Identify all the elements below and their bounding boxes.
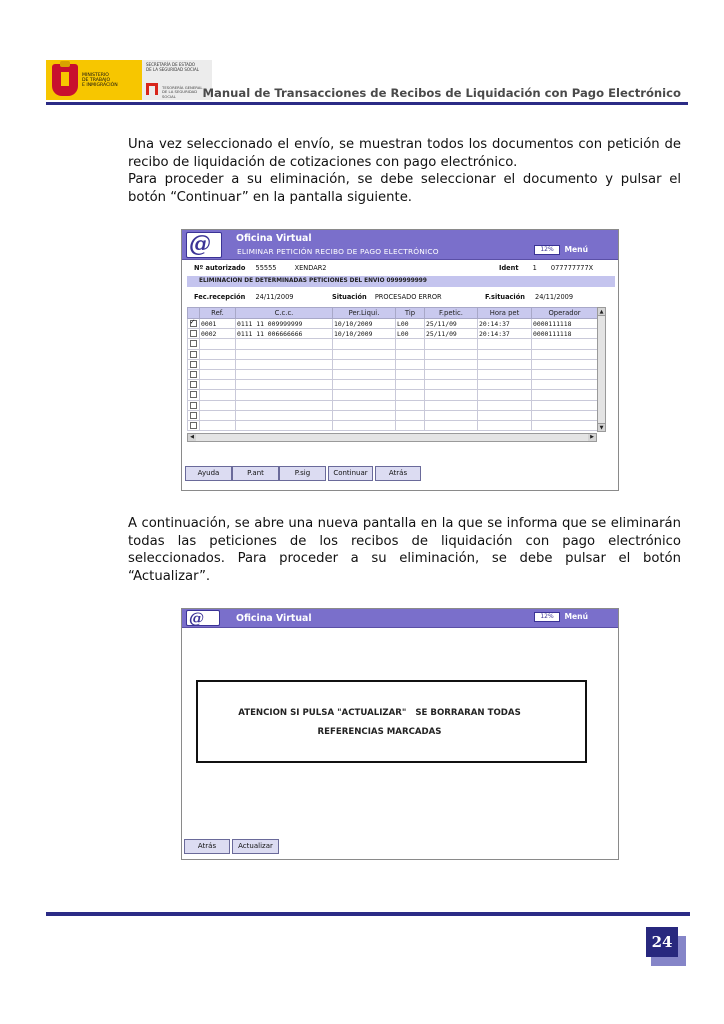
footer-rule [46, 912, 690, 916]
column-header-tip: Tip [396, 308, 425, 319]
menu-link[interactable]: Menú [564, 245, 588, 254]
autorizado-label: Nº autorizado [194, 264, 246, 272]
cell-per-liqui: 10/10/2009 [333, 319, 396, 329]
row-checkbox[interactable] [190, 371, 197, 378]
coat-of-arms-icon [52, 64, 78, 96]
cell-tip: L00 [396, 329, 425, 339]
row-checkbox[interactable] [190, 330, 197, 337]
table-row[interactable] [188, 329, 598, 339]
autorizado-name: XENDAR2 [294, 264, 327, 272]
social-security-logo [142, 60, 212, 100]
scroll-up-icon[interactable]: ▲ [599, 309, 604, 315]
situacion-value: PROCESADO ERROR [374, 293, 442, 301]
scroll-left-icon[interactable]: ◀ [188, 434, 196, 441]
cell-f-petic: 25/11/09 [425, 329, 478, 339]
cell-hora-pet: 20:14:37 [478, 319, 532, 329]
row-checkbox[interactable] [190, 412, 197, 419]
continuar-button[interactable]: Continuar [328, 466, 373, 481]
ident-label: Ident [499, 264, 519, 272]
table-row[interactable] [188, 319, 598, 329]
atras-button[interactable]: Atrás [184, 839, 230, 854]
scroll-right-icon[interactable]: ▶ [588, 434, 596, 441]
table-row-empty[interactable] [188, 400, 598, 410]
ident-type: 1 [532, 264, 537, 272]
column-header-operador: Operador [532, 308, 598, 319]
warning-line-1: ATENCION SI PULSA "ACTUALIZAR" SE BORRARAN TODAS [238, 708, 521, 718]
cell-ccc: 0111 11 009999999 [236, 319, 333, 329]
app-title: Oficina Virtual [236, 613, 312, 624]
scroll-down-icon[interactable]: ▼ [599, 425, 604, 431]
row-checkbox[interactable] [190, 391, 197, 398]
ministry-logo [46, 60, 142, 100]
table-row-empty[interactable] [188, 339, 598, 349]
cell-ref: 0001 [200, 319, 236, 329]
manual-title: Manual de Transacciones de Recibos de Liquidación con Pago Electrónico [202, 86, 681, 100]
cell-f-petic: 25/11/09 [425, 319, 478, 329]
column-header-select [188, 308, 200, 319]
warning-message-box [196, 680, 587, 763]
menu-icon[interactable]: 12% [534, 612, 560, 622]
cell-ref: 0002 [200, 329, 236, 339]
autorizado-value: 55555 [255, 264, 277, 272]
atras-button[interactable]: Atrás [375, 466, 421, 481]
situacion-info [332, 293, 442, 301]
intro-line-2: Para proceder a su eliminación, se debe seleccionar el documento y pulsar el botón “Continuar” en la pantalla siguiente. [128, 172, 681, 205]
warning-line-2: REFERENCIAS MARCADAS [317, 727, 442, 737]
table-row-empty[interactable] [188, 369, 598, 379]
column-header-ccc: C.c.c. [236, 308, 333, 319]
intro-line-1: Una vez seleccionado el envío, se muestran todos los documentos con petición de recibo de liquidación de cotizaciones con pago electrónico. [128, 137, 681, 170]
column-header-per-liqui: Per.Liqui. [333, 308, 396, 319]
oficina-virtual-logo-icon: @ [186, 232, 222, 258]
vertical-scrollbar[interactable] [597, 307, 606, 432]
actualizar-button[interactable]: Actualizar [232, 839, 279, 854]
page-number: 24 [646, 927, 678, 957]
row-checkbox[interactable] [190, 422, 197, 429]
screen-subtitle: ELIMINAR PETICIÓN RECIBO DE PAGO ELECTRÓNICO [237, 247, 439, 256]
title-bar [182, 609, 618, 628]
ayuda-button[interactable]: Ayuda [185, 466, 232, 481]
row-checkbox-checked[interactable] [190, 320, 197, 327]
table-row-empty[interactable] [188, 349, 598, 359]
column-header-f-petic: F.petic. [425, 308, 478, 319]
fec-recepcion-info [194, 293, 293, 301]
section-band: ELIMINACION DE DETERMINADAS PETICIONES DEL ENVIO 0999999999 [187, 276, 615, 287]
fec-recepcion-label: Fec.recepción [194, 293, 246, 301]
row-checkbox[interactable] [190, 361, 197, 368]
cell-hora-pet: 20:14:37 [478, 329, 532, 339]
app-title: Oficina Virtual [236, 233, 312, 244]
ident-value: 077777777X [550, 264, 594, 272]
table-row-empty[interactable] [188, 380, 598, 390]
fec-recepcion-value: 24/11/2009 [255, 293, 294, 301]
table-row-empty[interactable] [188, 410, 598, 420]
logo-block [46, 60, 212, 100]
situacion-label: Situación [332, 293, 367, 301]
table-header-row [188, 308, 598, 319]
column-header-ref: Ref. [200, 308, 236, 319]
screenshot-confirm-update [181, 608, 619, 860]
row-checkbox[interactable] [190, 351, 197, 358]
button-row [182, 839, 618, 855]
update-text: A continuación, se abre una nueva pantalla en la que se informa que se eliminarán todas las peticiones de los recibos de liquidación con pago electrónico seleccionados. Para proceder a su eliminación, se debe pulsar el botón “Actualizar”. [128, 516, 681, 584]
horizontal-scrollbar[interactable] [187, 433, 597, 442]
button-row [182, 466, 618, 482]
cell-operador: 0000111118 [532, 329, 598, 339]
menu-link[interactable]: Menú [564, 612, 588, 621]
title-bar [182, 230, 618, 260]
oficina-virtual-logo-icon: @ [186, 610, 220, 626]
cell-tip: L00 [396, 319, 425, 329]
cell-per-liqui: 10/10/2009 [333, 329, 396, 339]
next-page-button[interactable]: P.sig [279, 466, 326, 481]
f-situacion-info [485, 293, 573, 301]
f-situacion-label: F.situación [485, 293, 525, 301]
intro-paragraph [128, 136, 681, 206]
f-situacion-value: 24/11/2009 [535, 293, 574, 301]
menu-icon[interactable]: 12% [534, 245, 560, 255]
row-checkbox[interactable] [190, 402, 197, 409]
table-row-empty[interactable] [188, 390, 598, 400]
tgss-name: TESORERÍA GENERAL DE LA SEGURIDAD SOCIAL [162, 85, 203, 99]
secretariat-name: SECRETARÍA DE ESTADO DE LA SEGURIDAD SOCIAL [146, 62, 199, 72]
cell-ccc: 0111 11 006666666 [236, 329, 333, 339]
row-checkbox[interactable] [190, 381, 197, 388]
ministry-name: MINISTERIO DE TRABAJO E INMIGRACIÓN [82, 73, 118, 88]
screenshot-delete-requests [181, 229, 619, 491]
update-paragraph [128, 515, 681, 585]
previous-page-button[interactable]: P.ant [232, 466, 279, 481]
row-checkbox[interactable] [190, 340, 197, 347]
column-header-hora-pet: Hora pet [478, 308, 532, 319]
autorizado-info [194, 264, 327, 272]
requests-table [187, 307, 598, 431]
ident-info [499, 264, 593, 272]
tgss-icon [146, 83, 158, 95]
table-row-empty[interactable] [188, 359, 598, 369]
header-rule [46, 102, 688, 105]
table-row-empty[interactable] [188, 420, 598, 430]
cell-operador: 0000111118 [532, 319, 598, 329]
